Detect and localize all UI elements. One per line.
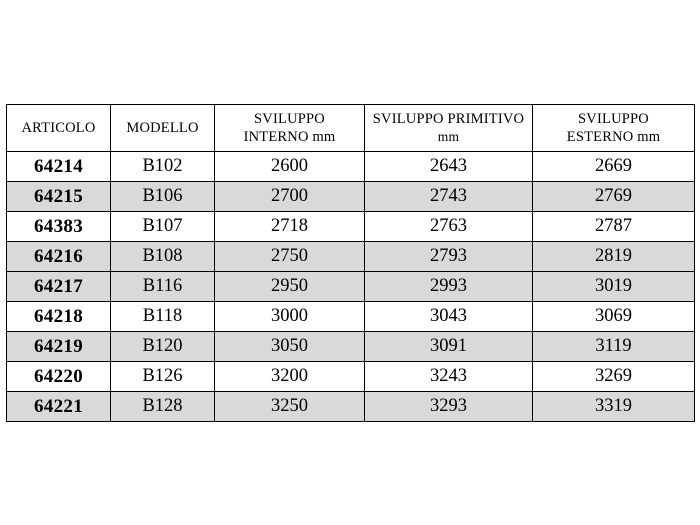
cell-articolo: 64220 <box>7 362 111 392</box>
cell-sviluppo-esterno: 3269 <box>533 362 695 392</box>
cell-sviluppo-primitivo: 2763 <box>365 212 533 242</box>
cell-sviluppo-interno: 3050 <box>215 332 365 362</box>
column-header-sviluppo-interno <box>215 105 365 152</box>
cell-articolo: 64383 <box>7 212 111 242</box>
column-header-sviluppo-esterno <box>533 105 695 152</box>
cell-sviluppo-primitivo: 2993 <box>365 272 533 302</box>
table-row <box>7 242 695 272</box>
cell-modello: B102 <box>111 152 215 182</box>
column-header-sviluppo-interno-line1: SVILUPPO <box>254 110 325 127</box>
cell-sviluppo-interno: 2700 <box>215 182 365 212</box>
cell-articolo: 64217 <box>7 272 111 302</box>
cell-sviluppo-primitivo: 2793 <box>365 242 533 272</box>
cell-sviluppo-interno: 3000 <box>215 302 365 332</box>
table-row <box>7 332 695 362</box>
column-header-sviluppo-primitivo <box>365 105 533 152</box>
table-row <box>7 362 695 392</box>
cell-articolo: 64214 <box>7 152 111 182</box>
cell-modello: B116 <box>111 272 215 302</box>
cell-sviluppo-esterno: 3069 <box>533 302 695 332</box>
cell-sviluppo-primitivo: 2743 <box>365 182 533 212</box>
cell-sviluppo-interno: 2950 <box>215 272 365 302</box>
column-header-sviluppo-esterno-line2: ESTERNO mm <box>566 129 661 145</box>
cell-modello: B106 <box>111 182 215 212</box>
cell-sviluppo-primitivo: 3091 <box>365 332 533 362</box>
cell-sviluppo-interno: 3200 <box>215 362 365 392</box>
column-header-modello <box>111 105 215 152</box>
cell-sviluppo-esterno: 3319 <box>533 392 695 422</box>
cell-sviluppo-esterno: 2669 <box>533 152 695 182</box>
table-body <box>7 152 695 422</box>
cell-sviluppo-interno: 2718 <box>215 212 365 242</box>
table-row <box>7 272 695 302</box>
cell-sviluppo-primitivo: 3243 <box>365 362 533 392</box>
cell-sviluppo-esterno: 3019 <box>533 272 695 302</box>
cell-modello: B108 <box>111 242 215 272</box>
cell-articolo: 64219 <box>7 332 111 362</box>
column-header-sviluppo-primitivo-line2: mm <box>437 129 460 144</box>
cell-sviluppo-primitivo: 3043 <box>365 302 533 332</box>
table-header <box>7 105 695 152</box>
cell-sviluppo-esterno: 2769 <box>533 182 695 212</box>
cell-modello: B128 <box>111 392 215 422</box>
table-row <box>7 182 695 212</box>
cell-modello: B120 <box>111 332 215 362</box>
column-header-modello-line1: MODELLO <box>126 119 199 136</box>
cell-sviluppo-primitivo: 2643 <box>365 152 533 182</box>
spec-table <box>6 104 695 422</box>
table-row <box>7 302 695 332</box>
cell-modello: B126 <box>111 362 215 392</box>
column-header-sviluppo-esterno-line1: SVILUPPO <box>578 110 649 127</box>
cell-sviluppo-esterno: 2819 <box>533 242 695 272</box>
table-row <box>7 392 695 422</box>
table-row <box>7 212 695 242</box>
cell-sviluppo-esterno: 3119 <box>533 332 695 362</box>
column-header-sviluppo-primitivo-line1: SVILUPPO PRIMITIVO <box>372 110 525 127</box>
cell-articolo: 64221 <box>7 392 111 422</box>
cell-modello: B118 <box>111 302 215 332</box>
column-header-articolo <box>7 105 111 152</box>
cell-sviluppo-esterno: 2787 <box>533 212 695 242</box>
cell-articolo: 64218 <box>7 302 111 332</box>
table-row <box>7 152 695 182</box>
cell-articolo: 64215 <box>7 182 111 212</box>
cell-sviluppo-interno: 2600 <box>215 152 365 182</box>
cell-modello: B107 <box>111 212 215 242</box>
cell-sviluppo-interno: 2750 <box>215 242 365 272</box>
spec-table-container <box>6 104 694 422</box>
column-header-sviluppo-interno-line2: INTERNO mm <box>243 129 336 145</box>
cell-sviluppo-interno: 3250 <box>215 392 365 422</box>
cell-articolo: 64216 <box>7 242 111 272</box>
header-row <box>7 105 695 152</box>
cell-sviluppo-primitivo: 3293 <box>365 392 533 422</box>
column-header-articolo-line1: ARTICOLO <box>21 119 96 136</box>
